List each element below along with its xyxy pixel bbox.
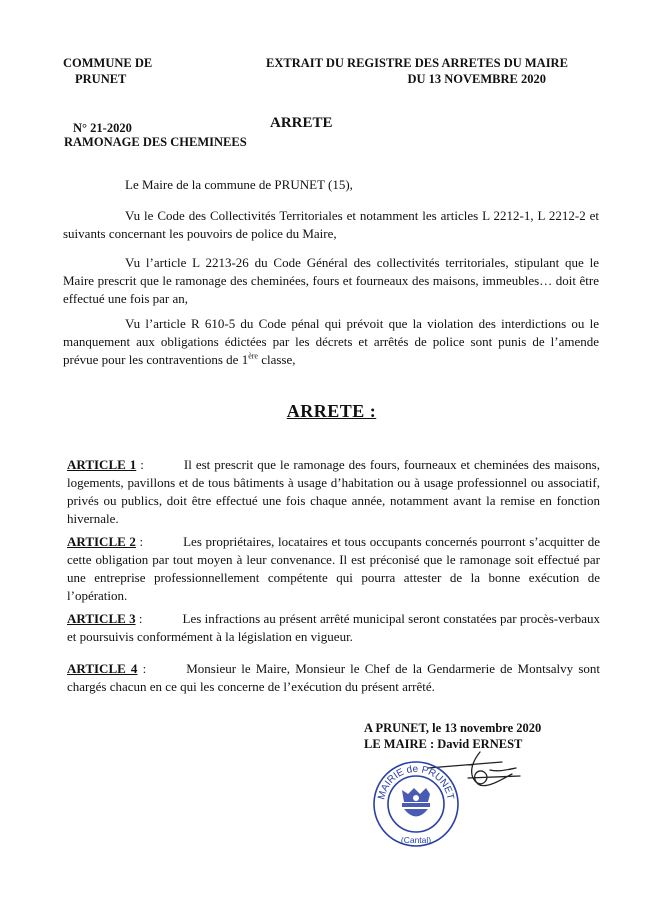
stamp-emblem xyxy=(402,788,430,817)
article-3-text: Les infractions au présent arrêté municipal seront constatées par procès-verbaux et poursuivis conformément à la législation en vigueur. xyxy=(67,611,600,644)
article-2-sep: : xyxy=(135,534,144,549)
stamp-text-top: MAIRIE de PRUNET xyxy=(376,763,456,801)
article-1 xyxy=(67,456,600,528)
stamp-text-bottom: (Cantal) xyxy=(400,835,432,845)
preamble-vu-penal-end: classe, xyxy=(257,352,296,367)
article-4-text: Monsieur le Maire, Monsieur le Chef de la Gendarmerie de Montsalvy sont chargés chacun en ce qui les concerne de l’exécution du présent arrêté. xyxy=(67,661,600,694)
mairie-stamp xyxy=(368,754,464,850)
commune-line2: PRUNET xyxy=(75,72,127,86)
commune-header xyxy=(63,55,183,87)
registry-line2: DU 13 NOVEMBRE 2020 xyxy=(407,72,546,86)
article-4-sep: : xyxy=(137,661,147,676)
article-4 xyxy=(67,660,600,696)
article-4-label: ARTICLE 4 xyxy=(67,661,138,676)
article-2 xyxy=(67,533,600,605)
preamble-vu-penal-main: Vu l’article R 610-5 du Code pénal qui prévoit que la violation des interdictions ou le manquement aux obligations édictées par les décrets et arrêtés de police sont punis de l’amende prévue pour les contraventions de 1 xyxy=(63,316,599,367)
preamble-intro: Le Maire de la commune de PRUNET (15), xyxy=(125,177,353,192)
article-3-sep: : xyxy=(135,611,143,626)
signature-mayor: LE MAIRE : David ERNEST xyxy=(364,737,523,751)
decree-subject: RAMONAGE DES CHEMINEES xyxy=(64,135,247,149)
article-2-label: ARTICLE 2 xyxy=(67,534,136,549)
article-3 xyxy=(67,610,600,646)
registry-line1: EXTRAIT DU REGISTRE DES ARRETES DU MAIRE xyxy=(266,56,568,70)
article-3-label: ARTICLE 3 xyxy=(67,611,136,626)
article-1-sep: : xyxy=(136,457,144,472)
preamble-vu-penal-sup: ère xyxy=(248,351,258,361)
preamble-vu-penal xyxy=(63,315,599,369)
arrete-heading: ARRETE : xyxy=(286,401,377,421)
preamble-vu-code: Vu le Code des Collectivités Territoriales et notamment les articles L 2212-1, L 2212-2 et suivants concernant les pouvoirs de police du Maire, xyxy=(63,208,599,241)
registry-header xyxy=(266,55,586,87)
commune-line1: COMMUNE DE xyxy=(63,56,153,70)
article-2-text: Les propriétaires, locataires et tous occupants concernés pourront s’acquitter de cette obligation par tout moyen à leur convenance. Il est préconisé que le ramonage soit effectué par une entreprise professionnellement compétente qui pourra attester de la bonne exécution de l’opération. xyxy=(67,534,600,603)
preamble-vu-article: Vu l’article L 2213-26 du Code Général des collectivités territoriales, stipulant que le Maire prescrit que le ramonage des cheminées, fours et fourneaux des maisons, immeubles… doit être effectué une fois par an, xyxy=(63,255,599,306)
decree-number: N° 21-2020 xyxy=(73,121,132,135)
decree-title: ARRETE xyxy=(270,115,333,131)
article-1-label: ARTICLE 1 xyxy=(67,457,137,472)
arrete-heading-wrap xyxy=(0,401,647,422)
article-1-text: Il est prescrit que le ramonage des fours, fourneaux et cheminées des maisons, logements, pavillons et de tous bâtiments à usage d’habitation ou à usage professionnel ou associatif, privés ou publics, doit être effectué une fois chaque année, notamment avant la remise en fonction hivernale. xyxy=(67,457,600,526)
signature-place-date: A PRUNET, le 13 novembre 2020 xyxy=(364,721,542,735)
